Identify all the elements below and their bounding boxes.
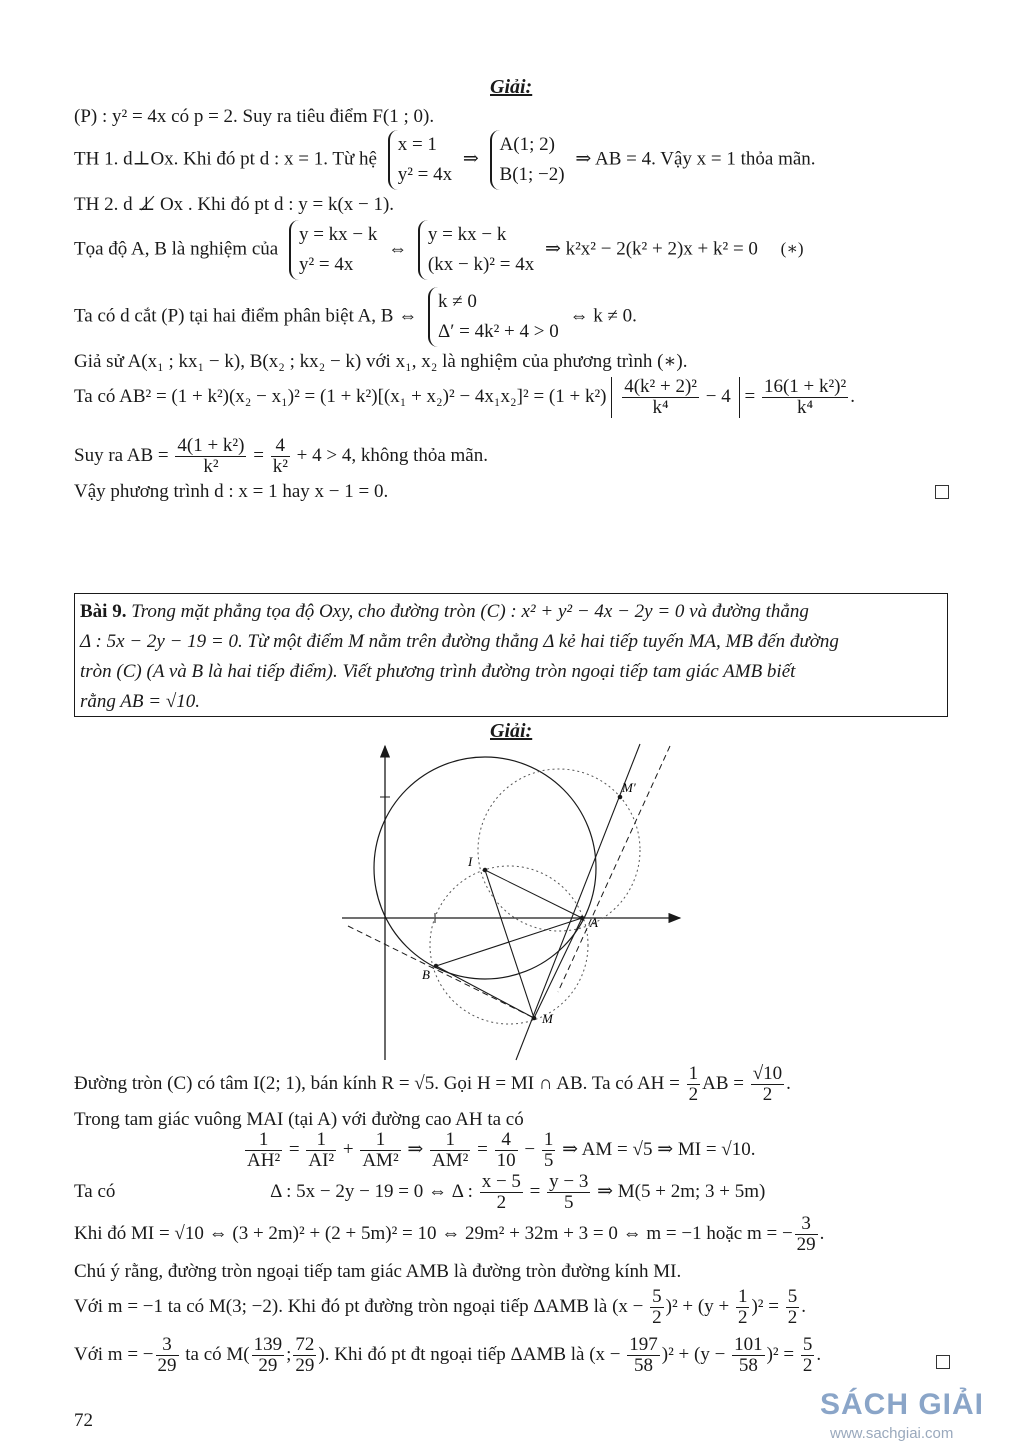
expr-part: (x − [589, 1343, 621, 1365]
plus-symbol: + [342, 1138, 354, 1160]
tangent-dashed-left [348, 926, 534, 1018]
assume-line: Giả sử A(x₁ ; kx₁ − k), B(x₂ ; kx₂ − k) với x₁, x₂ là nghiệm của phương trình (∗). [74, 351, 688, 372]
numerator: 1 [245, 1130, 282, 1151]
fraction [751, 1064, 784, 1105]
numerator: 4 [271, 436, 290, 457]
system-row: y² = 4x [298, 254, 354, 275]
point-i [483, 868, 488, 873]
system-row: y = kx − k [427, 224, 507, 245]
numerator: 1 [430, 1130, 470, 1151]
case-1-line [74, 130, 816, 190]
right-triangle-line: Trong tam giác vuông MAI (tại A) với đường cao AH ta có [74, 1109, 524, 1130]
expr-part: )² = [751, 1295, 779, 1317]
fraction [542, 1130, 556, 1171]
point-m-prime [618, 795, 623, 800]
intersection-text: Ta có d cắt (P) tại hai điểm phân biệt A, B ⇔ [74, 305, 418, 327]
denominator: 2 [496, 1192, 507, 1213]
system-row: A(1; 2) [499, 134, 555, 155]
minus-term: − 4 [705, 385, 731, 407]
line-param-line [74, 1172, 765, 1213]
conclude-result: + 4 > 4, không thỏa mãn. [296, 444, 488, 466]
denominator: k⁴ [652, 397, 669, 418]
problem-text: Trong mặt phẳng tọa độ Oxy, cho đường tròn (C) : x² + y² − 4x − 2y = 0 và đường thẳng [131, 601, 809, 622]
numerator: y − 3 [549, 1171, 589, 1192]
tangent-dashed-right [558, 746, 670, 992]
note-line: Chú ý rằng, đường tròn ngoại tiếp tam giác AMB là đường tròn đường kính MI. [74, 1261, 682, 1282]
fraction [495, 1130, 518, 1171]
label-a: A [590, 915, 598, 930]
numerator: 1 [306, 1130, 336, 1151]
solve-m-text: Khi đó MI = √10 ⇔ (3 + 2m)² + (2 + 5m)² = 10 ⇔ 29m² + 32m + 3 = 0 ⇔ m = −1 hoặc m = − [74, 1222, 793, 1244]
fraction [430, 1130, 470, 1171]
delta-equation: Δ : 5x − 2y − 19 = 0 ⇔ Δ : [270, 1180, 473, 1202]
fraction [795, 1214, 818, 1255]
numerator: 1 [360, 1130, 400, 1151]
equals-symbol: = [744, 385, 756, 407]
segment-ia [485, 870, 582, 918]
point-a [580, 916, 585, 921]
segment-ab [436, 918, 582, 966]
system-row: k ≠ 0 [437, 291, 477, 312]
denominator: 29 [295, 1355, 315, 1376]
numerator: 3 [156, 1335, 179, 1356]
numerator: 197 [629, 1334, 658, 1355]
denominator: 2 [762, 1084, 773, 1105]
numerator: 3 [795, 1214, 818, 1235]
equals-symbol: = [288, 1138, 300, 1160]
denominator: 5 [564, 1192, 574, 1213]
point-b [434, 964, 439, 969]
coordinates-text: Tọa độ A, B là nghiệm của [74, 238, 279, 260]
fraction [252, 1335, 285, 1376]
fraction [156, 1335, 179, 1376]
numerator: 1 [543, 1129, 554, 1150]
period: . [801, 1295, 806, 1317]
case-m2-text: Với m = − [74, 1343, 154, 1365]
numerator: 5 [802, 1334, 813, 1355]
system-row: Δ′ = 4k² + 4 > 0 [437, 321, 559, 342]
implies-symbol: ⇒ [462, 148, 479, 170]
case-m1-text: Với m = −1 ta có M(3; −2). Khi đó pt đường tròn ngoại tiếp ΔAMB là [74, 1295, 608, 1317]
system-row: y = kx − k [298, 224, 378, 245]
problem-9-line-3: tròn (C) (A và B là hai tiếp điểm). Viết phương trình đường tròn ngoại tiếp tam giác AMB biết [80, 661, 796, 682]
equals-symbol: = [477, 1138, 488, 1160]
geometry-figure [330, 740, 700, 1065]
denominator: AM² [432, 1150, 469, 1171]
case-1-result: ⇒ AB = 4. Vậy x = 1 thỏa mãn. [575, 148, 816, 170]
system-row: B(1; −2) [499, 164, 565, 185]
bracket-expression [611, 377, 739, 418]
case-1-system [388, 130, 452, 190]
case-m1-line [74, 1287, 806, 1328]
coordinates-line [74, 220, 804, 280]
system-row: (kx − k)² = 4x [427, 254, 535, 275]
intersection-result: ⇔ k ≠ 0. [569, 305, 637, 327]
numerator: 72 [295, 1334, 315, 1355]
fraction [306, 1130, 336, 1171]
period: . [816, 1343, 822, 1365]
denominator: 58 [634, 1355, 654, 1376]
numerator: 4 [495, 1130, 518, 1151]
solution-heading-2: Giải: [490, 720, 533, 742]
problem-9-line-1 [80, 599, 809, 625]
system-row: y² = 4x [397, 164, 453, 185]
numerator: 16(1 + k²)² [763, 376, 847, 397]
problem-9-line-2: Δ : 5x − 2y − 19 = 0. Từ một điểm M nằm trên đường thẳng Δ kẻ hai tiếp tuyến MA, MB đến đường [80, 631, 839, 652]
numerator: 4(1 + k²) [177, 435, 245, 456]
numerator: 1 [737, 1286, 748, 1307]
fraction [786, 1287, 800, 1328]
denominator: 5 [543, 1150, 554, 1171]
center-text: Đường tròn (C) có tâm I(2; 1), bán kính R = √5. Gọi H = MI ∩ AB. Ta có AH = [74, 1072, 680, 1094]
coordinates-system-2 [418, 220, 534, 280]
fraction [762, 377, 848, 418]
denominator: AH² [247, 1150, 281, 1171]
conclude-text: Suy ra AB = [74, 444, 169, 466]
fraction [480, 1172, 523, 1213]
ta-co-text: Ta có [74, 1180, 116, 1202]
denominator: 10 [496, 1150, 516, 1171]
numerator: √10 [752, 1063, 783, 1084]
numerator: 4(k² + 2)² [624, 376, 697, 397]
numerator: 101 [734, 1334, 763, 1355]
period: . [850, 385, 855, 407]
denominator: 2 [802, 1355, 813, 1376]
fraction [732, 1335, 765, 1376]
case-m2-mid: ). Khi đó pt đt ngoại tiếp ΔAMB là [318, 1343, 585, 1365]
solution-heading-1: Giải: [490, 76, 533, 98]
label-i: I [468, 854, 473, 869]
case-1-solution [490, 130, 565, 190]
conclude-ab-line [74, 436, 488, 477]
label-b: B [422, 967, 430, 982]
qed-square-icon [936, 1355, 950, 1369]
fraction [622, 377, 699, 418]
quadratic-equation: ⇒ k²x² − 2(k² + 2)x + k² = 0 [544, 238, 758, 260]
parabola-line: (P) : y² = 4x có p = 2. Suy ra tiêu điểm F(1 ; 0). [74, 106, 435, 127]
case-2-line: TH 2. d ⊥̸ Ox . Khi đó pt d : y = k(x − 1). [74, 194, 395, 215]
fraction [736, 1287, 750, 1328]
numerator: 1 [688, 1063, 699, 1084]
implies-symbol: ⇒ [407, 1138, 424, 1160]
period: . [819, 1222, 825, 1244]
case-1-text: TH 1. d⊥Ox. Khi đó pt d : x = 1. Từ hệ [74, 148, 377, 170]
minus-symbol: − [524, 1138, 536, 1160]
final-conclusion-line: Vậy phương trình d : x = 1 hay x − 1 = 0. [74, 481, 389, 502]
solve-m-line [74, 1214, 824, 1255]
label-m-prime: M′ [622, 780, 636, 795]
denominator: 2 [652, 1307, 662, 1328]
m-point: ta có M( [185, 1343, 250, 1365]
equals-symbol: = [529, 1180, 541, 1202]
fraction [245, 1130, 282, 1171]
denominator: 29 [157, 1355, 177, 1376]
problem-label: Bài 9. [80, 601, 127, 622]
expr-part: )² + (y − [661, 1343, 726, 1365]
equivalent-symbol: ⇔ [388, 238, 408, 260]
numerator: x − 5 [481, 1171, 521, 1192]
fraction [547, 1172, 590, 1213]
system-row: x = 1 [397, 134, 437, 155]
fraction [271, 436, 290, 477]
problem-9-line-4: rằng AB = √10. [80, 691, 201, 712]
period: . [786, 1072, 791, 1094]
segment-ma [534, 918, 582, 1018]
numerator: 5 [652, 1286, 662, 1307]
fraction [687, 1064, 701, 1105]
qed-square-icon [935, 485, 949, 499]
denominator: k² [203, 456, 219, 477]
numerator: 139 [253, 1334, 283, 1355]
fraction [650, 1287, 664, 1328]
fraction [627, 1335, 660, 1376]
watermark-url: www.sachgiai.com [830, 1425, 954, 1442]
denominator: 2 [737, 1307, 748, 1328]
ab-text: AB = [702, 1072, 744, 1094]
denominator: k⁴ [797, 397, 814, 418]
fraction [175, 436, 246, 477]
label-m: M [542, 1011, 553, 1026]
fraction [801, 1335, 815, 1376]
ab-squared-text: Ta có AB² = (1 + k²)(x₂ − x₁)² = (1 + k²)[(x₁ + x₂)² − 4x₁x₂]² = (1 + k²) [74, 385, 607, 407]
denominator: k² [272, 456, 288, 477]
point-m [532, 1016, 537, 1021]
numerator: 5 [787, 1286, 798, 1307]
altitude-formula-line [243, 1130, 755, 1171]
separator: ; [286, 1343, 292, 1365]
expr-part: )² = [766, 1343, 795, 1365]
fraction [360, 1130, 400, 1171]
intersection-line [74, 287, 637, 347]
coordinates-system-1 [289, 220, 377, 280]
ab-squared-line [74, 377, 855, 418]
equals-symbol: = [253, 444, 264, 466]
page-number: 72 [74, 1410, 93, 1431]
expr-part: )² + (y + [665, 1295, 730, 1317]
denominator: 2 [787, 1307, 798, 1328]
fraction [293, 1335, 316, 1376]
circle-center-line [74, 1064, 791, 1105]
case-m2-line [74, 1335, 821, 1376]
am-result: ⇒ AM = √5 ⇒ MI = √10. [562, 1138, 756, 1160]
denominator: AI² [308, 1150, 335, 1171]
denominator: 58 [738, 1355, 758, 1376]
expr-part: (x − [612, 1295, 644, 1317]
watermark-logo: SÁCH GIẢI [820, 1388, 985, 1421]
denominator: 29 [258, 1355, 278, 1376]
equation-tag: (∗) [780, 239, 804, 259]
intersection-system [428, 287, 559, 347]
denominator: AM² [362, 1150, 399, 1171]
m-param: ⇒ M(5 + 2m; 3 + 5m) [597, 1180, 766, 1202]
denominator: 29 [796, 1234, 816, 1255]
denominator: 2 [688, 1084, 699, 1105]
